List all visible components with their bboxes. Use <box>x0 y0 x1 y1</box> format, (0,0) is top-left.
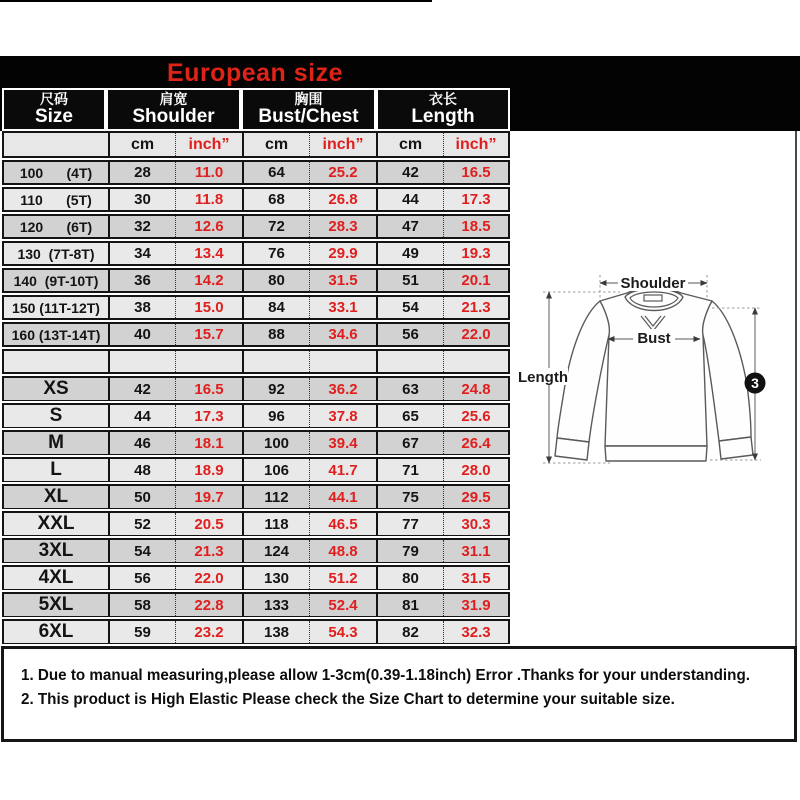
table-row <box>2 268 510 293</box>
length-inch-cell: 22.0 <box>443 324 508 345</box>
shoulder-header-cn: 肩宽 <box>159 91 188 108</box>
length-inch-cell: 32.3 <box>443 621 508 643</box>
shoulder-inch-cell <box>175 351 242 372</box>
table-row <box>2 511 510 536</box>
top-border-line <box>0 0 432 2</box>
size-cell: 100 (4T) <box>4 162 108 183</box>
length-cm-cell: 63 <box>376 378 443 400</box>
length-label: Length <box>518 369 568 386</box>
length-cm-cell: 54 <box>376 297 443 318</box>
note-line-1: 1. Due to manual measuring,please allow 1-3cm(0.39-1.18inch) Error .Thanks for your understanding. <box>21 667 750 684</box>
table-row <box>2 295 510 320</box>
shoulder-inch-cell: 19.7 <box>175 486 242 508</box>
badge-number: 3 <box>751 375 759 391</box>
column-header-row <box>2 88 510 131</box>
bust-inch-cell: 29.9 <box>309 243 376 264</box>
bust-inch-cell: 54.3 <box>309 621 376 643</box>
shoulder-inch-cell: 23.2 <box>175 621 242 643</box>
shoulder-column-header <box>106 88 241 131</box>
shoulder-inch-cell: 18.1 <box>175 432 242 454</box>
table-row <box>2 322 510 347</box>
table-row <box>2 538 510 563</box>
bust-inch-cell: 36.2 <box>309 378 376 400</box>
table-row <box>2 565 510 590</box>
bust-cm-cell: 88 <box>242 324 309 345</box>
sweater-hem <box>605 446 707 461</box>
bust-cm-cell: 92 <box>242 378 309 400</box>
bust-header-en: Bust/Chest <box>258 105 359 127</box>
shoulder-inch-cell: 11.8 <box>175 189 242 210</box>
bust-cm-cell: 64 <box>242 162 309 183</box>
length-cm-cell: 56 <box>376 324 443 345</box>
length-header-cn: 衣长 <box>429 91 457 108</box>
size-cell <box>4 351 108 372</box>
bust-cm-cell: 138 <box>242 621 309 643</box>
length-cm-cell: 80 <box>376 567 443 589</box>
shoulder-inch-cell: 11.0 <box>175 162 242 183</box>
size-cell: 5XL <box>4 594 108 616</box>
shoulder-cm-cell: 46 <box>108 432 175 454</box>
bust-inch-cell: 26.8 <box>309 189 376 210</box>
bust-cm-cell: 72 <box>242 216 309 237</box>
bust-cm-cell: 118 <box>242 513 309 535</box>
length-cm-cell: 42 <box>376 162 443 183</box>
length-cm-cell: 81 <box>376 594 443 616</box>
length-cm-cell: 47 <box>376 216 443 237</box>
length-inch-cell: 30.3 <box>443 513 508 535</box>
notes-box <box>1 646 797 742</box>
bust-cm-cell <box>242 351 309 372</box>
shoulder-cm-cell: 52 <box>108 513 175 535</box>
length-cm-cell: 75 <box>376 486 443 508</box>
table-row <box>2 484 510 509</box>
bust-cm-cell: 76 <box>242 243 309 264</box>
shoulder-cm-cell: 32 <box>108 216 175 237</box>
length-inch-cell: 16.5 <box>443 162 508 183</box>
shoulder-inch-cell: 16.5 <box>175 378 242 400</box>
bust-inch-unit: inch” <box>309 133 376 156</box>
length-cm-cell: 67 <box>376 432 443 454</box>
length-cm-unit: cm <box>376 133 443 156</box>
shoulder-cm-cell: 56 <box>108 567 175 589</box>
shoulder-inch-cell: 14.2 <box>175 270 242 291</box>
bust-inch-cell: 33.1 <box>309 297 376 318</box>
size-cell: 120 (6T) <box>4 216 108 237</box>
size-cell: M <box>4 432 108 454</box>
table-row <box>2 187 510 212</box>
sweater-right-cuff <box>719 437 753 459</box>
length-inch-cell: 20.1 <box>443 270 508 291</box>
bust-label: Bust <box>637 330 671 347</box>
shoulder-inch-cell: 15.0 <box>175 297 242 318</box>
size-cell: L <box>4 459 108 481</box>
shoulder-inch-cell: 17.3 <box>175 405 242 427</box>
length-inch-cell: 31.9 <box>443 594 508 616</box>
bust-cm-cell: 130 <box>242 567 309 589</box>
bust-cm-cell: 84 <box>242 297 309 318</box>
bust-inch-cell: 44.1 <box>309 486 376 508</box>
shoulder-inch-cell: 22.8 <box>175 594 242 616</box>
shoulder-cm-cell: 40 <box>108 324 175 345</box>
garment-diagram <box>515 225 800 480</box>
bust-inch-cell: 31.5 <box>309 270 376 291</box>
sweater-body <box>599 289 713 447</box>
shoulder-header-en: Shoulder <box>132 105 215 127</box>
shoulder-cm-cell: 42 <box>108 378 175 400</box>
bust-inch-cell: 46.5 <box>309 513 376 535</box>
bust-header-cn: 胸围 <box>294 91 323 108</box>
length-cm-cell: 77 <box>376 513 443 535</box>
size-table-body <box>0 160 512 646</box>
table-row <box>2 241 510 266</box>
size-cell: 150 (11T-12T) <box>4 297 108 318</box>
size-cell: 3XL <box>4 540 108 562</box>
bust-cm-cell: 96 <box>242 405 309 427</box>
chart-title: European size <box>167 59 343 87</box>
table-row <box>2 457 510 482</box>
shoulder-cm-cell: 54 <box>108 540 175 562</box>
shoulder-inch-cell: 20.5 <box>175 513 242 535</box>
bust-inch-cell: 34.6 <box>309 324 376 345</box>
shoulder-cm-cell: 28 <box>108 162 175 183</box>
shoulder-inch-cell: 22.0 <box>175 567 242 589</box>
sweater-left-cuff <box>555 438 589 460</box>
length-inch-cell <box>443 351 508 372</box>
bust-cm-cell: 68 <box>242 189 309 210</box>
length-inch-cell: 26.4 <box>443 432 508 454</box>
bust-cm-cell: 112 <box>242 486 309 508</box>
length-cm-cell: 44 <box>376 189 443 210</box>
shoulder-cm-cell: 59 <box>108 621 175 643</box>
shoulder-cm-cell: 48 <box>108 459 175 481</box>
length-inch-cell: 19.3 <box>443 243 508 264</box>
shoulder-cm-cell: 50 <box>108 486 175 508</box>
bust-inch-cell: 41.7 <box>309 459 376 481</box>
note-line-2: 2. This product is High Elastic Please check the Size Chart to determine your suitable size. <box>21 691 675 708</box>
table-row <box>2 592 510 617</box>
unit-empty-cell <box>4 133 108 156</box>
bust-inch-cell: 51.2 <box>309 567 376 589</box>
table-row <box>2 376 510 401</box>
length-inch-cell: 17.3 <box>443 189 508 210</box>
table-row <box>2 160 510 185</box>
shoulder-cm-cell: 58 <box>108 594 175 616</box>
bust-cm-cell: 80 <box>242 270 309 291</box>
shoulder-inch-unit: inch” <box>175 133 242 156</box>
length-inch-cell: 31.5 <box>443 567 508 589</box>
bust-cm-cell: 106 <box>242 459 309 481</box>
shoulder-inch-cell: 13.4 <box>175 243 242 264</box>
size-cell: S <box>4 405 108 427</box>
shoulder-cm-cell: 38 <box>108 297 175 318</box>
length-cm-cell: 82 <box>376 621 443 643</box>
shoulder-cm-cell: 30 <box>108 189 175 210</box>
bust-inch-cell: 25.2 <box>309 162 376 183</box>
length-inch-cell: 29.5 <box>443 486 508 508</box>
size-cell: 6XL <box>4 621 108 643</box>
length-inch-unit: inch” <box>443 133 508 156</box>
bust-cm-cell: 133 <box>242 594 309 616</box>
size-cell: 160 (13T-14T) <box>4 324 108 345</box>
shoulder-cm-cell: 36 <box>108 270 175 291</box>
length-cm-cell: 79 <box>376 540 443 562</box>
size-cell: XL <box>4 486 108 508</box>
length-cm-cell: 51 <box>376 270 443 291</box>
bust-inch-cell: 37.8 <box>309 405 376 427</box>
bust-inch-cell: 52.4 <box>309 594 376 616</box>
bust-cm-unit: cm <box>242 133 309 156</box>
length-column-header <box>376 88 510 131</box>
table-row <box>2 214 510 239</box>
length-cm-cell: 49 <box>376 243 443 264</box>
bust-inch-cell: 48.8 <box>309 540 376 562</box>
size-cell: 4XL <box>4 567 108 589</box>
shoulder-inch-cell: 15.7 <box>175 324 242 345</box>
length-inch-cell: 31.1 <box>443 540 508 562</box>
shoulder-inch-cell: 21.3 <box>175 540 242 562</box>
shoulder-cm-cell <box>108 351 175 372</box>
bust-inch-cell: 28.3 <box>309 216 376 237</box>
length-header-en: Length <box>411 105 475 127</box>
sweater-right-sleeve <box>703 301 751 441</box>
size-cell: XS <box>4 378 108 400</box>
length-inch-cell: 28.0 <box>443 459 508 481</box>
shoulder-cm-cell: 44 <box>108 405 175 427</box>
length-inch-cell: 21.3 <box>443 297 508 318</box>
size-header-en: Size <box>34 105 74 127</box>
length-inch-cell: 18.5 <box>443 216 508 237</box>
table-row <box>2 619 510 644</box>
shoulder-cm-cell: 34 <box>108 243 175 264</box>
size-header-cn: 尺码 <box>40 91 68 108</box>
length-cm-cell: 65 <box>376 405 443 427</box>
size-cell: XXL <box>4 513 108 535</box>
length-cm-cell <box>376 351 443 372</box>
table-row <box>2 349 510 374</box>
size-column-header <box>2 88 106 131</box>
table-row <box>2 403 510 428</box>
length-inch-cell: 25.6 <box>443 405 508 427</box>
size-cell: 130 (7T-8T) <box>4 243 108 264</box>
sweater-illustration <box>515 225 800 480</box>
shoulder-inch-cell: 12.6 <box>175 216 242 237</box>
shoulder-inch-cell: 18.9 <box>175 459 242 481</box>
bust-column-header <box>241 88 376 131</box>
bust-inch-cell: 39.4 <box>309 432 376 454</box>
length-inch-cell: 24.8 <box>443 378 508 400</box>
shoulder-cm-unit: cm <box>108 133 175 156</box>
shoulder-label: Shoulder <box>620 275 686 292</box>
bust-inch-cell <box>309 351 376 372</box>
size-cell: 140 (9T-10T) <box>4 270 108 291</box>
size-cell: 110 (5T) <box>4 189 108 210</box>
bust-cm-cell: 124 <box>242 540 309 562</box>
unit-row <box>2 131 510 158</box>
table-row <box>2 430 510 455</box>
length-cm-cell: 71 <box>376 459 443 481</box>
bust-cm-cell: 100 <box>242 432 309 454</box>
